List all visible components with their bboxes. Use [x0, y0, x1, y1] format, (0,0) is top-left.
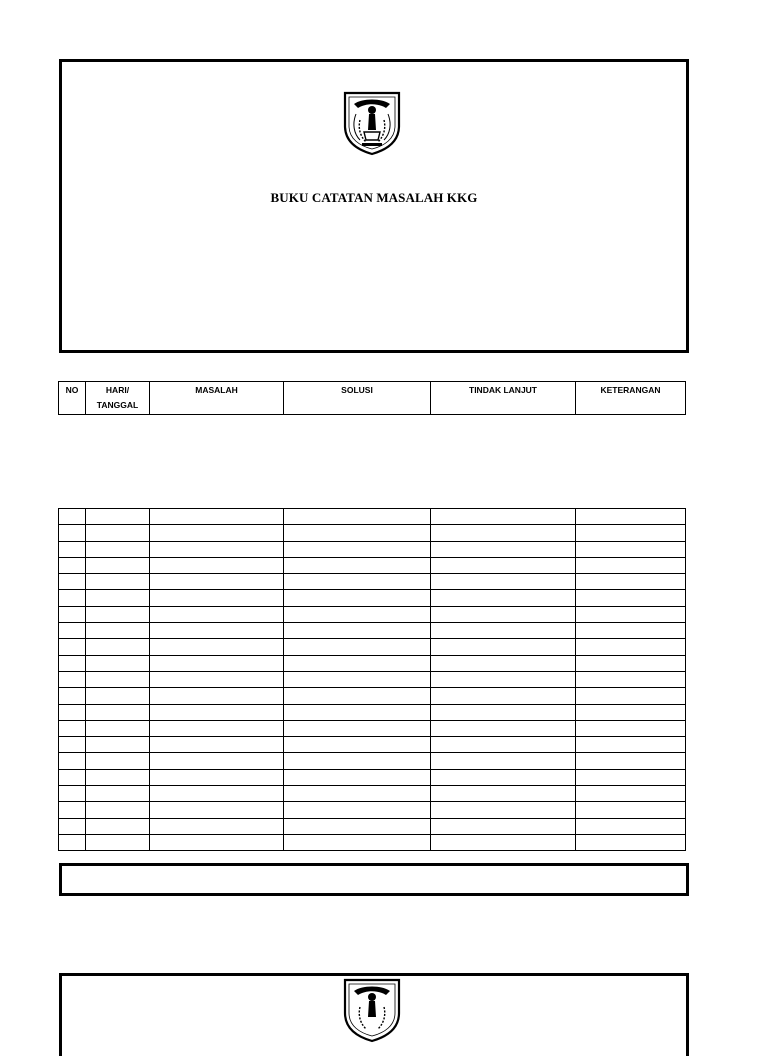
table-cell: [431, 509, 576, 525]
table-cell: [59, 704, 86, 720]
table-cell: [59, 623, 86, 639]
table-cell: [86, 834, 150, 850]
table-cell: [576, 671, 686, 687]
table-cell: [284, 557, 431, 573]
table-row: [59, 688, 686, 704]
table-cell: [59, 574, 86, 590]
table-cell: [150, 688, 284, 704]
table-cell: [431, 557, 576, 573]
cover-frame: [59, 59, 689, 353]
next-page-cover-frame: [59, 973, 689, 1056]
table-row: [59, 655, 686, 671]
table-cell: [150, 639, 284, 655]
table-cell: [431, 671, 576, 687]
table-cell: [576, 525, 686, 541]
table-cell: [59, 525, 86, 541]
table-cell: [576, 786, 686, 802]
table-cell: [431, 639, 576, 655]
table-cell: [284, 737, 431, 753]
coat-of-arms-icon: [342, 977, 402, 1043]
table-cell: [576, 541, 686, 557]
table-cell: [59, 655, 86, 671]
table-cell: [284, 655, 431, 671]
table-cell: [150, 623, 284, 639]
table-cell: [431, 818, 576, 834]
table-cell: [150, 834, 284, 850]
table-cell: [576, 655, 686, 671]
table-row: [59, 818, 686, 834]
table-cell: [431, 802, 576, 818]
table-cell: [284, 720, 431, 736]
table-cell: [59, 590, 86, 606]
table-cell: [284, 753, 431, 769]
table-cell: [86, 786, 150, 802]
table-cell: [576, 574, 686, 590]
table-cell: [59, 818, 86, 834]
table-cell: [284, 786, 431, 802]
table-cell: [431, 541, 576, 557]
table-row: [59, 639, 686, 655]
table-cell: [59, 720, 86, 736]
table-cell: [431, 786, 576, 802]
table-cell: [431, 606, 576, 622]
table-cell: [150, 655, 284, 671]
table-cell: [86, 639, 150, 655]
column-header-hari-tanggal: HARI/ TANGGAL: [86, 382, 150, 415]
table-cell: [431, 623, 576, 639]
entry-table-body: [59, 509, 686, 851]
table-cell: [576, 802, 686, 818]
table-row: [59, 737, 686, 753]
table-row: [59, 590, 686, 606]
table-cell: [150, 606, 284, 622]
table-cell: [86, 509, 150, 525]
table-row: [59, 769, 686, 785]
table-cell: [86, 737, 150, 753]
table-cell: [431, 704, 576, 720]
table-cell: [86, 557, 150, 573]
table-cell: [86, 753, 150, 769]
table-cell: [431, 655, 576, 671]
table-row: [59, 509, 686, 525]
table-cell: [86, 525, 150, 541]
table-cell: [284, 818, 431, 834]
table-cell: [86, 606, 150, 622]
table-cell: [576, 639, 686, 655]
table-row: [59, 786, 686, 802]
table-row: [59, 753, 686, 769]
table-cell: [576, 720, 686, 736]
table-cell: [284, 525, 431, 541]
table-cell: [284, 769, 431, 785]
table-cell: [576, 737, 686, 753]
table-cell: [150, 541, 284, 557]
table-cell: [86, 590, 150, 606]
table-cell: [431, 720, 576, 736]
table-row: [59, 671, 686, 687]
table-cell: [59, 671, 86, 687]
column-header-tindak-lanjut: TINDAK LANJUT: [431, 382, 576, 415]
table-cell: [86, 574, 150, 590]
table-cell: [576, 509, 686, 525]
table-cell: [431, 574, 576, 590]
table-cell: [576, 606, 686, 622]
table-row: [59, 834, 686, 850]
table-row: [59, 541, 686, 557]
table-row: [59, 606, 686, 622]
table-cell: [59, 557, 86, 573]
table-cell: [284, 541, 431, 557]
table-cell: [431, 688, 576, 704]
table-cell: [86, 769, 150, 785]
table-cell: [431, 769, 576, 785]
table-cell: [86, 541, 150, 557]
table-cell: [284, 639, 431, 655]
table-cell: [59, 509, 86, 525]
table-cell: [86, 802, 150, 818]
table-cell: [576, 688, 686, 704]
table-cell: [86, 671, 150, 687]
table-cell: [576, 769, 686, 785]
table-cell: [576, 834, 686, 850]
entry-table: [58, 508, 686, 851]
table-cell: [284, 704, 431, 720]
table-cell: [59, 802, 86, 818]
footer-frame: [59, 863, 689, 896]
table-cell: [86, 688, 150, 704]
table-row: [59, 557, 686, 573]
table-cell: [576, 704, 686, 720]
table-cell: [59, 769, 86, 785]
table-cell: [150, 574, 284, 590]
table-cell: [86, 623, 150, 639]
table-cell: [431, 753, 576, 769]
table-cell: [150, 590, 284, 606]
table-cell: [576, 753, 686, 769]
table-cell: [431, 525, 576, 541]
table-cell: [284, 834, 431, 850]
table-cell: [576, 557, 686, 573]
table-cell: [284, 574, 431, 590]
table-cell: [86, 655, 150, 671]
table-cell: [284, 606, 431, 622]
table-cell: [59, 737, 86, 753]
table-cell: [59, 606, 86, 622]
table-cell: [59, 639, 86, 655]
table-cell: [431, 834, 576, 850]
table-cell: [59, 541, 86, 557]
table-cell: [150, 769, 284, 785]
table-cell: [576, 818, 686, 834]
table-cell: [284, 590, 431, 606]
table-cell: [59, 688, 86, 704]
table-cell: [431, 737, 576, 753]
table-cell: [150, 671, 284, 687]
column-header-keterangan: KETERANGAN: [576, 382, 686, 415]
table-row: [59, 525, 686, 541]
table-cell: [284, 623, 431, 639]
table-cell: [150, 557, 284, 573]
table-cell: [284, 671, 431, 687]
table-row: [59, 802, 686, 818]
table-cell: [150, 509, 284, 525]
table-cell: [59, 786, 86, 802]
table-row: [59, 623, 686, 639]
column-header-no: NO: [59, 382, 86, 415]
table-cell: [150, 704, 284, 720]
table-cell: [576, 590, 686, 606]
table-cell: [150, 753, 284, 769]
table-cell: [59, 834, 86, 850]
table-cell: [284, 688, 431, 704]
table-row: [59, 574, 686, 590]
table-cell: [150, 802, 284, 818]
table-cell: [150, 786, 284, 802]
table-cell: [150, 525, 284, 541]
column-header-solusi: SOLUSI: [284, 382, 431, 415]
table-cell: [284, 509, 431, 525]
coat-of-arms-icon: [342, 90, 402, 156]
table-cell: [150, 720, 284, 736]
table-row: [59, 720, 686, 736]
table-row: [59, 704, 686, 720]
table-cell: [576, 623, 686, 639]
table-cell: [86, 704, 150, 720]
cover-title: BUKU CATATAN MASALAH KKG: [270, 190, 478, 205]
table-cell: [59, 753, 86, 769]
table-cell: [150, 818, 284, 834]
column-header-masalah: MASALAH: [150, 382, 284, 415]
table-header: [58, 381, 686, 415]
table-cell: [284, 802, 431, 818]
table-cell: [86, 720, 150, 736]
table-cell: [150, 737, 284, 753]
table-cell: [86, 818, 150, 834]
table-cell: [431, 590, 576, 606]
